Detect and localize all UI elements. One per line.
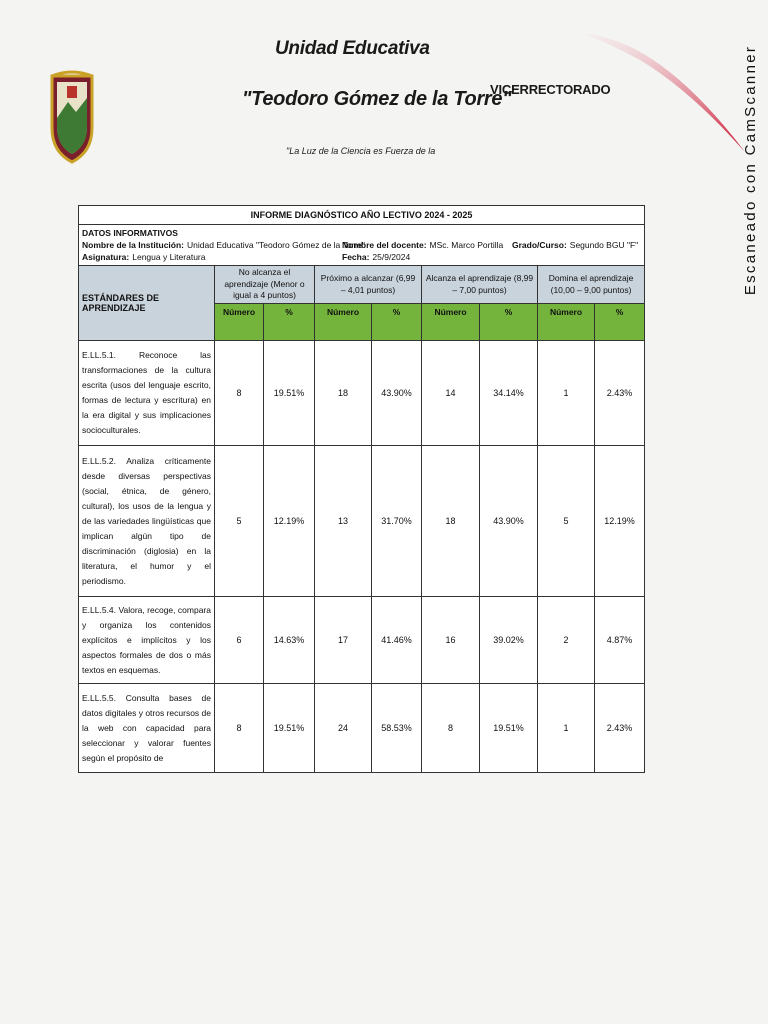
value-cell: 19.51% xyxy=(264,341,315,446)
value-cell: 58.53% xyxy=(372,684,422,773)
col-percent-header: % xyxy=(480,304,538,341)
value-cell: 8 xyxy=(215,684,264,773)
value-cell: 12.19% xyxy=(264,446,315,597)
value-cell: 1 xyxy=(538,684,595,773)
date-value: 25/9/2024 xyxy=(372,252,411,262)
value-cell: 12.19% xyxy=(595,446,645,597)
col-percent-header: % xyxy=(595,304,645,341)
school-name-line2: "Teodoro Gómez de la Torre" xyxy=(242,88,512,110)
value-cell: 6 xyxy=(215,597,264,684)
table-row xyxy=(79,597,645,684)
table-row xyxy=(79,446,645,597)
value-cell: 19.51% xyxy=(264,684,315,773)
value-cell: 16 xyxy=(422,597,480,684)
grade-label: Grado/Curso: xyxy=(512,240,567,250)
scanner-watermark-text: Escaneado con CamScanner xyxy=(742,44,759,296)
value-cell: 14.63% xyxy=(264,597,315,684)
col-number-header: Número xyxy=(538,304,595,341)
value-cell: 5 xyxy=(215,446,264,597)
value-cell: 34.14% xyxy=(480,341,538,446)
value-cell: 19.51% xyxy=(480,684,538,773)
teacher-label: Nombre del docente: xyxy=(342,240,427,250)
col-number-header: Número xyxy=(315,304,372,341)
value-cell: 2.43% xyxy=(595,341,645,446)
value-cell: 8 xyxy=(422,684,480,773)
grade-value: Segundo BGU "F" xyxy=(569,240,639,250)
date-label: Fecha: xyxy=(342,252,370,262)
value-cell: 24 xyxy=(315,684,372,773)
col-number-header: Número xyxy=(422,304,480,341)
value-cell: 39.02% xyxy=(480,597,538,684)
report-title: INFORME DIAGNÓSTICO AÑO LECTIVO 2024 - 2025 xyxy=(79,206,645,225)
col-number-header: Número xyxy=(215,304,264,341)
table-row xyxy=(79,684,645,773)
value-cell: 2.43% xyxy=(595,684,645,773)
level-header-3: Alcanza el aprendizaje (8,99 – 7,00 puntos) xyxy=(422,266,538,304)
standard-cell: E.LL.5.2. Analiza críticamente desde diversas perspectivas (social, étnica, de género, cultural), los usos de la lengua y de las variedades lingüísticas que implican algún tipo de discriminación (diglosia) en la literatura, el humor y el periodismo. xyxy=(79,446,215,597)
standards-header: ESTÁNDARES DE APRENDIZAJE xyxy=(79,266,215,341)
value-cell: 1 xyxy=(538,341,595,446)
subject-value: Lengua y Literatura xyxy=(132,252,206,262)
value-cell: 2 xyxy=(538,597,595,684)
level-header-2: Próximo a alcanzar (6,99 – 4,01 puntos) xyxy=(315,266,422,304)
subject-label: Asignatura: xyxy=(82,252,130,262)
value-cell: 5 xyxy=(538,446,595,597)
value-cell: 18 xyxy=(315,341,372,446)
scanner-watermark xyxy=(741,20,761,320)
standard-cell: E.LL.5.5. Consulta bases de datos digitales y otros recursos de la web con capacidad para seleccionar y valorar fuentes según el propósito de xyxy=(79,684,215,773)
col-percent-header: % xyxy=(372,304,422,341)
institution-value: Unidad Educativa "Teodoro Gómez de la Torre" xyxy=(187,240,365,250)
col-percent-header: % xyxy=(264,304,315,341)
school-motto: "La Luz de la Ciencia es Fuerza de la xyxy=(286,146,436,156)
table-row xyxy=(79,341,645,446)
info-block xyxy=(79,225,645,266)
value-cell: 14 xyxy=(422,341,480,446)
decorative-swoosh xyxy=(580,30,750,160)
value-cell: 18 xyxy=(422,446,480,597)
section-title: DATOS INFORMATIVOS xyxy=(82,228,178,238)
value-cell: 43.90% xyxy=(372,341,422,446)
diagnostic-report-table xyxy=(78,205,645,773)
level-header-1: No alcanza el aprendizaje (Menor o igual a 4 puntos) xyxy=(215,266,315,304)
teacher-value: MSc. Marco Portilla xyxy=(429,240,504,250)
value-cell: 43.90% xyxy=(480,446,538,597)
value-cell: 8 xyxy=(215,341,264,446)
school-name-line1: Unidad Educativa xyxy=(275,38,430,59)
value-cell: 4.87% xyxy=(595,597,645,684)
value-cell: 13 xyxy=(315,446,372,597)
value-cell: 17 xyxy=(315,597,372,684)
department-title: VICERRECTORADO xyxy=(490,82,611,97)
institution-label: Nombre de la Institución: xyxy=(82,240,185,250)
standard-cell: E.LL.5.4. Valora, recoge, compara y organiza los contenidos explícitos e implícitos y los aspectos formales de dos o más textos en esquemas. xyxy=(79,597,215,684)
level-header-4: Domina el aprendizaje (10,00 – 9,00 puntos) xyxy=(538,266,645,304)
school-crest-logo xyxy=(48,68,96,164)
value-cell: 31.70% xyxy=(372,446,422,597)
value-cell: 41.46% xyxy=(372,597,422,684)
standard-cell: E.LL.5.1. Reconoce las transformaciones de la cultura escrita (usos del lenguaje escrito, formas de lectura y escritura) en la era digital y sus implicaciones socioculturales. xyxy=(79,341,215,446)
